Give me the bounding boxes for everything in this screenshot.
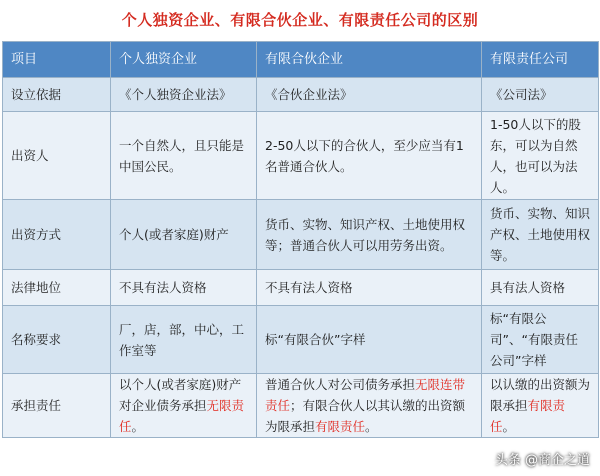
emphasis-text: 无限责任 (119, 398, 245, 434)
cell-lp: 标“有限合伙”字样 (257, 306, 482, 374)
cell-text: 以认缴的出资额为限承担 (490, 377, 591, 413)
cell-text: 。 (131, 419, 145, 434)
header-limited-partnership: 有限合伙企业 (257, 42, 482, 78)
cell-llc: 1-50人以下的股东，可以为自然人，也可以为法人。 (482, 112, 599, 200)
cell-llc: 货币、实物、知识产权、土地使用权等。 (482, 200, 599, 270)
cell-sole: 个人(或者家庭)财产 (111, 200, 257, 270)
row-label: 出资人 (3, 112, 111, 200)
row-label: 出资方式 (3, 200, 111, 270)
comparison-table (2, 41, 599, 438)
row-label: 承担责任 (3, 374, 111, 438)
cell-lp: 货币、实物、知识产权、土地使用权等；普通合伙人可以用劳务出资。 (257, 200, 482, 270)
header-item: 项目 (3, 42, 111, 78)
cell-lp: 2-50人以下的合伙人，至少应当有1名普通合伙人。 (257, 112, 482, 200)
watermark (495, 449, 590, 468)
cell-llc: 具有法人资格 (482, 270, 599, 306)
table-row (3, 200, 599, 270)
header-llc: 有限责任公司 (482, 42, 599, 78)
cell-text: 。 (502, 419, 516, 434)
cell-llc: 标“有限公司”、“有限责任公司”字样 (482, 306, 599, 374)
table-header-row (3, 42, 599, 78)
page-title: 个人独资企业、有限合伙企业、有限责任公司的区别 (121, 10, 479, 29)
table-row (3, 270, 599, 306)
cell-sole: 一个自然人，且只能是中国公民。 (111, 112, 257, 200)
cell-lp: 不具有法人资格 (257, 270, 482, 306)
cell-llc: 《公司法》 (482, 78, 599, 112)
table-row (3, 78, 599, 112)
cell-text: ；有限合伙人以其认缴的出资额为限承担 (265, 398, 466, 434)
cell-sole (111, 374, 257, 438)
cell-sole: 《个人独资企业法》 (111, 78, 257, 112)
cell-lp (257, 374, 482, 438)
row-label: 法律地位 (3, 270, 111, 306)
table-row (3, 374, 599, 438)
header-sole-proprietorship: 个人独资企业 (111, 42, 257, 78)
cell-text: 普通合伙人对公司债务承担 (265, 377, 416, 392)
cell-text: 。 (365, 419, 378, 434)
cell-lp: 《合伙企业法》 (257, 78, 482, 112)
row-label: 名称要求 (3, 306, 111, 374)
cell-text: 以个人(或者家庭)财产对企业债务承担 (119, 377, 242, 413)
table-row (3, 306, 599, 374)
cell-sole: 不具有法人资格 (111, 270, 257, 306)
emphasis-text: 无限连带责任 (265, 377, 466, 413)
cell-llc (482, 374, 599, 438)
watermark-text: 头条 @商企之道 (494, 453, 590, 468)
cell-sole: 厂，店，部，中心，工作室等 (111, 306, 257, 374)
table-row (3, 112, 599, 200)
emphasis-text: 有限责任 (315, 419, 366, 434)
emphasis-text: 有限责任 (490, 398, 566, 434)
row-label: 设立依据 (3, 78, 111, 112)
